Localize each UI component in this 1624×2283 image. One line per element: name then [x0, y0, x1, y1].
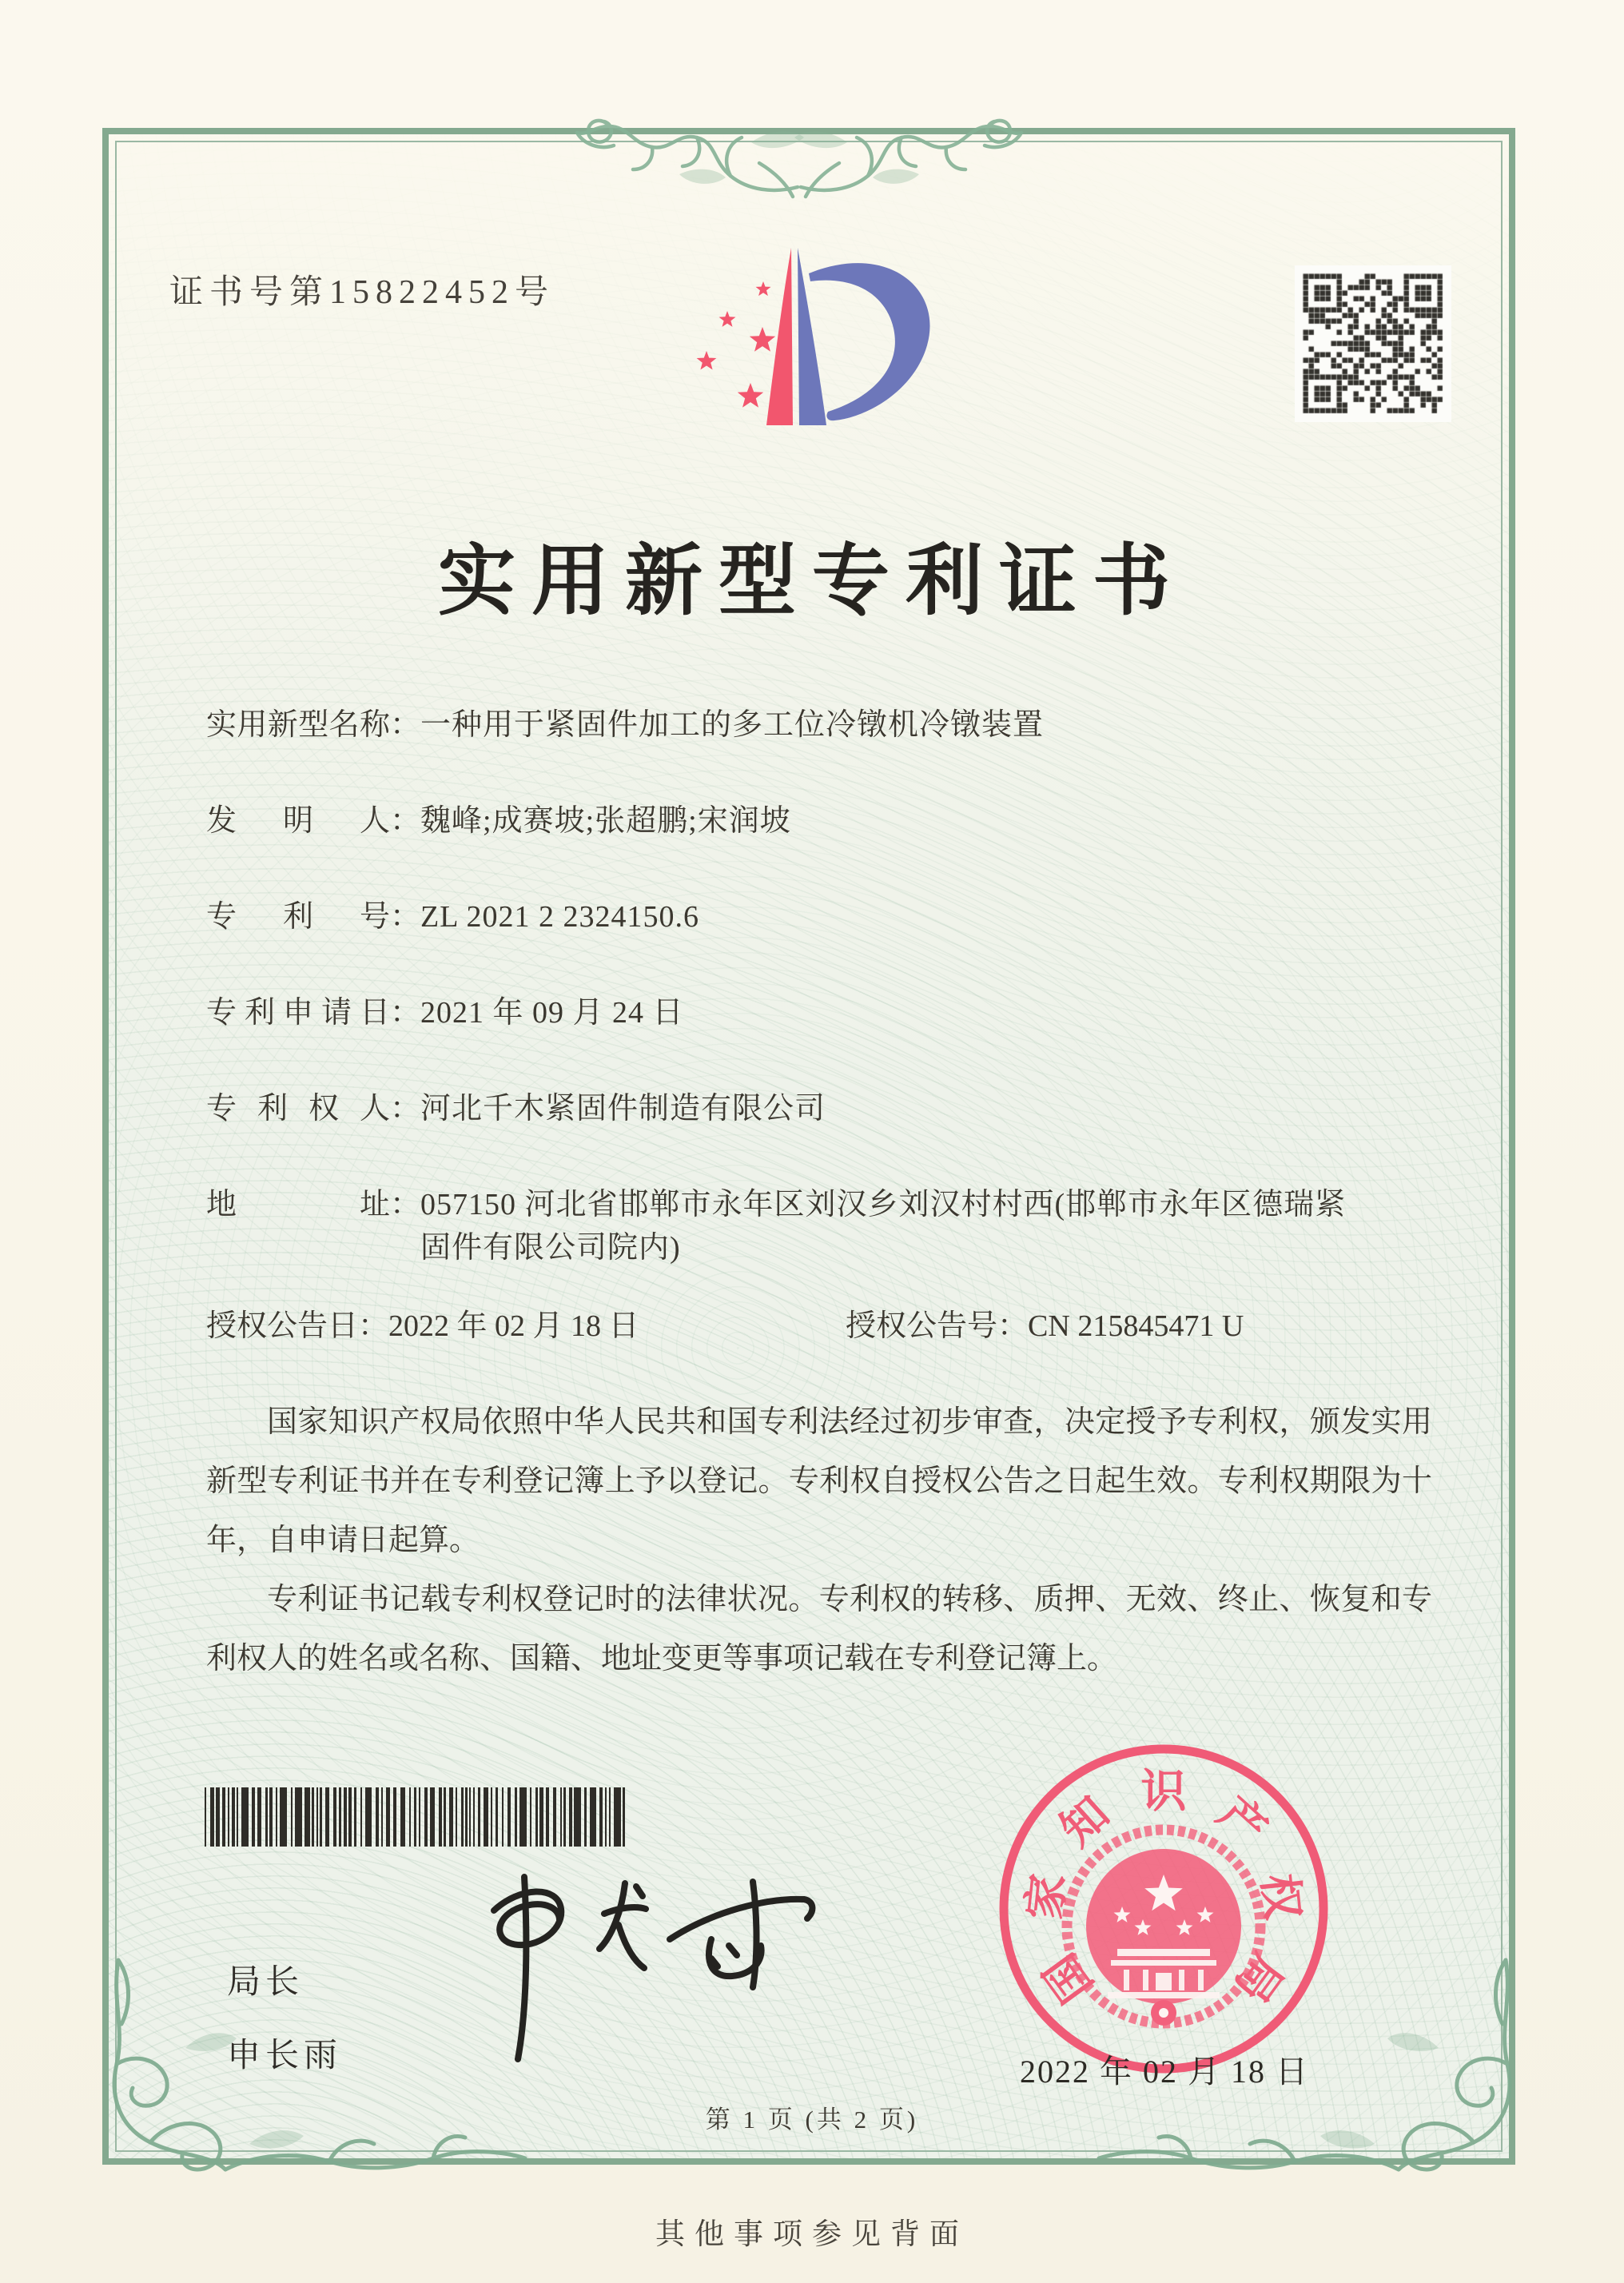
svg-text:国: 国 [1035, 1944, 1103, 2011]
field-label: 发明人 [206, 804, 390, 838]
colon: ： [390, 804, 421, 838]
grant-date [206, 1305, 846, 1348]
grant-number [846, 1305, 1244, 1348]
seal-national-emblem [1067, 1830, 1260, 2026]
grant-number-label: 授权公告号 [846, 1309, 998, 1343]
field-value: 2021 年 09 月 24 日 [420, 996, 684, 1030]
commissioner-name: 申长雨 [227, 2038, 343, 2074]
field-value: 057150 河北省邯郸市永年区刘汉乡刘汉村村西(邯郸市永年区德瑞紧固件有限公司院内) [420, 1188, 1347, 1265]
field-row-patent-number [206, 895, 1433, 938]
grant-date-value: 2022 年 02 月 18 日 [388, 1309, 639, 1343]
svg-text:产: 产 [1208, 1787, 1276, 1856]
colon: ： [358, 1309, 389, 1343]
svg-text:家: 家 [1019, 1871, 1075, 1922]
svg-text:识: 识 [1140, 1767, 1187, 1817]
grant-number-value: CN 215845471 U [1028, 1309, 1244, 1343]
logo-blue-p-bowl [809, 263, 929, 420]
field-value: ZL 2021 2 2324150.6 [420, 900, 700, 934]
field-value: 河北千木紧固件制造有限公司 [420, 1092, 826, 1126]
field-value: 魏峰;成赛坡;张超鹏;宋润坡 [420, 804, 791, 838]
svg-text:知: 知 [1051, 1787, 1120, 1856]
certificate-number: 证书号第15822452号 [169, 274, 555, 311]
cnipa-official-seal [991, 1736, 1336, 2082]
colon: ： [390, 1092, 421, 1126]
field-row-filing-date [206, 991, 1433, 1034]
legal-paragraph-1: 国家知识产权局依照中华人民共和国专利法经过初步审查，决定授予专利权，颁发实用新型专利证书并在专利登记簿上予以登记。专利权自授权公告之日起生效。专利权期限为十年，自申请日起算。 [206, 1405, 1432, 1557]
legal-paragraph-2: 专利证书记载专利权登记时的法律状况。专利权的转移、质押、无效、终止、恢复和专利权人的姓名或名称、国籍、地址变更等事项记载在专利登记簿上。 [206, 1583, 1432, 1675]
grant-date-label: 授权公告日 [206, 1309, 359, 1343]
commissioner-title: 局长 [227, 1964, 304, 2001]
colon: ： [390, 708, 421, 742]
svg-text:局: 局 [1224, 1944, 1292, 2011]
field-row-address [206, 1183, 1433, 1269]
colon: ： [390, 996, 421, 1030]
page-number-note: 第 1 页 (共 2 页) [705, 2106, 919, 2134]
field-row-inventors [206, 799, 1433, 843]
legal-paragraphs [206, 1393, 1432, 1688]
field-list [206, 703, 1433, 1348]
grant-row [206, 1305, 1433, 1348]
certificate-title: 实用新型专利证书 [438, 539, 1186, 624]
field-label: 实用新型名称 [206, 708, 390, 742]
field-row-patentee [206, 1087, 1433, 1130]
field-label: 专利权人 [206, 1092, 390, 1126]
field-label: 专利号 [206, 900, 390, 934]
field-label: 地址 [206, 1188, 390, 1221]
field-row-name [206, 703, 1433, 747]
svg-text:权: 权 [1252, 1871, 1308, 1922]
cnipa-logo [689, 240, 945, 432]
colon: ： [997, 1309, 1029, 1343]
commissioner-signature [448, 1863, 927, 2118]
see-back-note: 其他事项参见背面 [655, 2218, 969, 2251]
colon: ： [390, 1188, 421, 1221]
field-value: 一种用于紧固件加工的多工位冷镦机冷镦装置 [420, 708, 1045, 742]
barcode [205, 1787, 631, 1847]
colon: ： [390, 900, 421, 934]
qr-code [1295, 265, 1451, 422]
seal-date: 2022 年 02 月 18 日 [1020, 2054, 1309, 2090]
field-label: 专利申请日 [206, 996, 390, 1030]
